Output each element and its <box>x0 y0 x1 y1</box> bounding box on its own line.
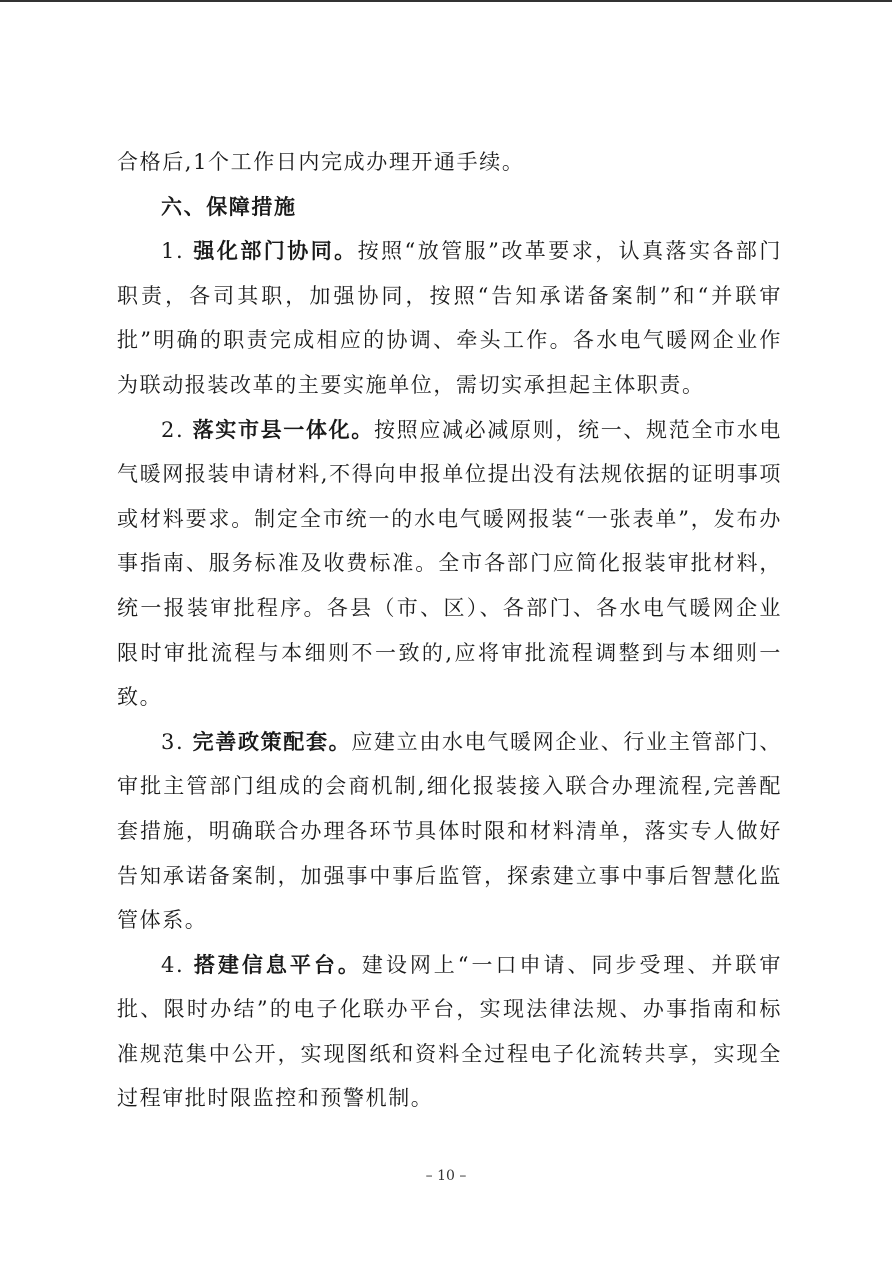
item-3-paragraph <box>117 720 782 943</box>
continuation-paragraph: 合格后,1个工作日内完成办理开通手续。 <box>117 150 525 174</box>
section-heading: 六、保障措施 <box>161 193 297 219</box>
item-3-number: 3. <box>161 729 185 754</box>
item-1-number: 1. <box>161 239 185 264</box>
item-3-title: 完善政策配套。 <box>192 728 352 754</box>
item-1-title: 强化部门协同。 <box>193 238 358 264</box>
item-4-paragraph <box>117 943 782 1121</box>
item-2-number: 2. <box>161 417 185 442</box>
item-4-number: 4. <box>161 952 185 977</box>
item-2-title: 落实市县一体化。 <box>192 416 374 442</box>
item-2-paragraph <box>117 408 782 720</box>
item-4-title: 搭建信息平台。 <box>193 951 362 977</box>
page-number: – 10 – <box>425 1168 467 1184</box>
item-1-paragraph <box>117 229 782 407</box>
item-1-body: 按照“放管服”改革要求，认真落实各部门职责，各司其职，加强协同，按照“告知承诺备案制”和“并联审批”明确的职责完成相应的协调、牵头工作。各水电气暖网企业作为联动报装改革的主要实施单位，需切实承担起主体职责。 <box>117 239 782 397</box>
item-4-body: 建设网上“一口申请、同步受理、并联审批、限时办结”的电子化联办平台，实现法律法规、办事指南和标准规范集中公开，实现图纸和资料全过程电子化流转共享，实现全过程审批时限监控和预警机制。 <box>117 952 782 1111</box>
item-3-body: 应建立由水电气暖网企业、行业主管部门、审批主管部门组成的会商机制,细化报装接入联合办理流程,完善配套措施，明确联合办理各环节具体时限和材料清单，落实专人做好告知承诺备案制，加强事中事后监管，探索建立事中事后智慧化监管体系。 <box>117 729 782 933</box>
item-2-body: 按照应减必减原则，统一、规范全市水电气暖网报装申请材料,不得向申报单位提出没有法规依据的证明事项或材料要求。制定全市统一的水电气暖网报装“一张表单”，发布办事指南、服务标准及收费标准。全市各部门应简化报装审批材料，统一报装审批程序。各县（市、区）、各部门、各水电气暖网企业限时审批流程与本细则不一致的,应将审批流程调整到与本细则一致。 <box>117 417 782 710</box>
